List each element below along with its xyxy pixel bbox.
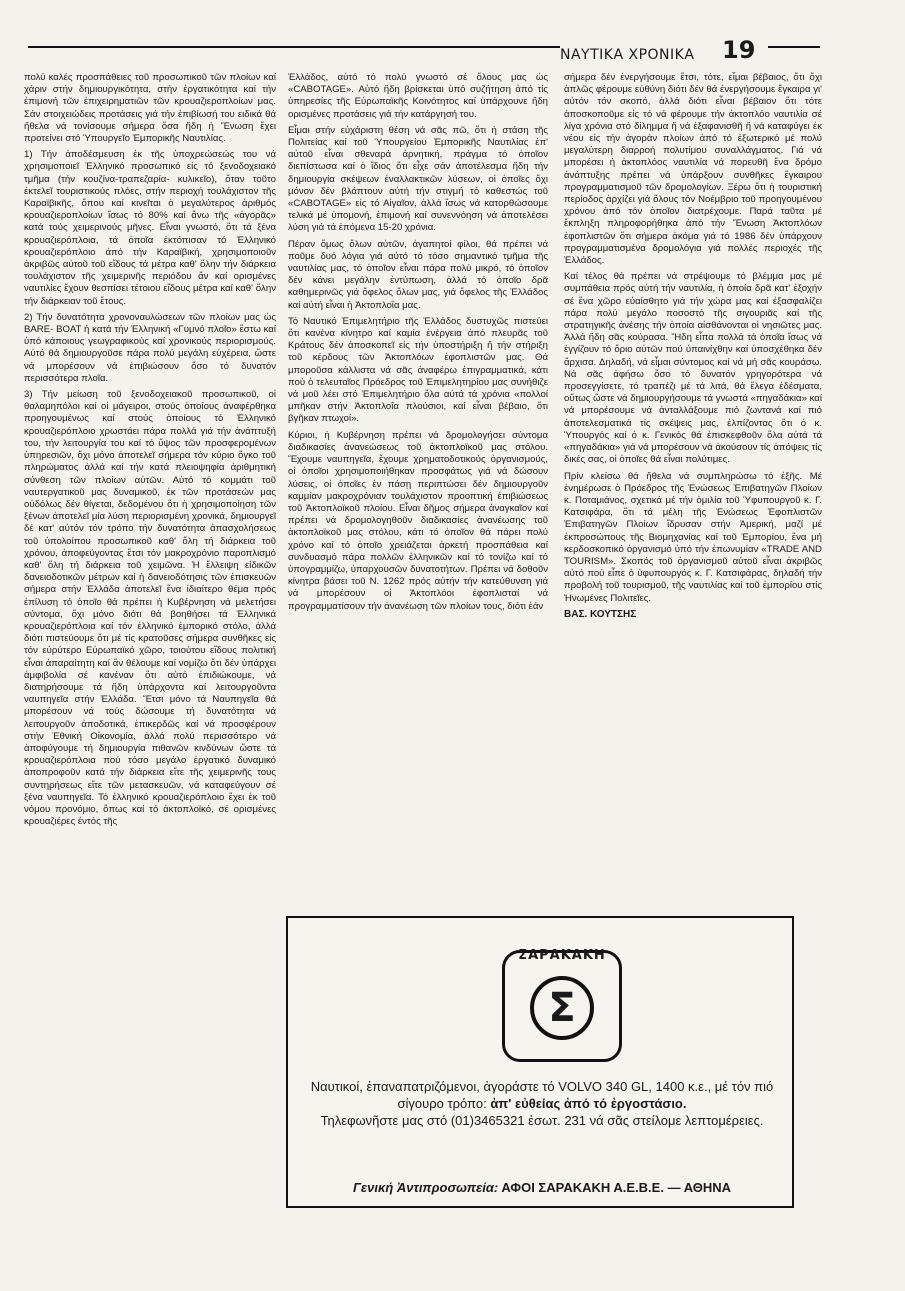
article-column-1	[24, 72, 276, 1222]
header-rule-right	[768, 46, 820, 48]
sarakakis-logo	[494, 944, 630, 1068]
sigma-emblem-icon: Σ	[530, 976, 594, 1040]
paragraph: Εἶμαι στήν εὐχάριστη θέση νά σᾶς πῶ, ὅτι ἡ στάση τῆς Πολιτείας καί τοῦ Ὑπουργείου Ἐμπορικῆς Ναυτιλίας ἐπ' αὐτοῦ εἶναι σθεναρά ἀρνητική, πράγμα τό ὁποῖον διεπίστωσα καί ὁ ἴδιος ὅτι εἶχε σάν ἀποτέλεσμα ἤδη τήν δημιουργία σκέψεων ἐναλλακτικῶν λύσεων, οἱ ὁποῖες ὄχι μόνον δέν βλάπτουν αὐτή τήν στιγμή τό καθεστώς τοῦ «CABOTAGE» εἰς τό Αἰγαῖον, ἀλλά ἴσως νά κατορθώσουμε τελικά μέ ὑπομονή, ἐπιμονή καί συνεννόηση νά ἀποτελέσει λύση γιά τά ἑπόμενα 15-20 χρόνια.	[288, 124, 548, 234]
advertisement	[286, 916, 794, 1208]
author-signature: ΒΑΣ. ΚΟΥΤΣΗΣ	[564, 608, 637, 620]
paragraph: Πρίν κλείσω θά ἤθελα νά συμπληρώσω τό ἑξῆς. Μέ ἐνημέρωσε ὁ Πρόεδρος τῆς Ἑνώσεως Ἐπιβατηγῶν Πλοίων κ. Ποταμιάνος, σχετικά μέ τήν ὁμιλία τοῦ Ὑφυπουργοῦ κ. Γ. Κατσιφάρα, ὅτι τά μέλη τῆς Ἑνώσεως Ἐφοπλιστῶν Ἐπιβατηγῶν Πλοίων ἵδρυσαν στήν Ἀμερική, μαζί μέ ἐκπροσώπους τῆς Βιομηχανίας καί τοῦ Ἐμπορίου, ἕνα μή κερδοσκοπικό ὀργανισμό ὑπό τήν ἐπωνυμίαν «TRADE AND TOURISM». Σκοπός τοῦ ὀργανισμοῦ αὐτοῦ εἶναι ἀκριβῶς αὐτό πού εἶπε ὁ ὑφυπουργός κ. Γ. Κατσιφάρας, δηλαδή τήν προβολή τοῦ τουρισμοῦ, τῆς ναυτιλίας καί τοῦ ἐμπορίου στίς Ἡνωμένες Πολιτεῖες.	[564, 470, 822, 604]
paragraph: σήμερα δέν ἐνεργήσουμε ἔτσι, τότε, εἶμαι βέβαιος, ὅτι ὄχι ἁπλῶς φέρουμε εὐθύνη διότι δέν θά ἐνεργήσουμε ἔγκαιρα γι' αὐτόν τόν σκοπό, ἀλλά διότι εἶναι βέβαιον ὅτι τότε ἀποσκοποῦμε εἰς τό νά φέρουμε τήν ἀκτοπλόο ναυτιλία σέ λίγα χρόνια στό δίλημμα ἤ νά ἐξαφανισθῆ ἤ νά καταφύγει ἐκ νέου εἰς τήν ἀγοράν πλοίων ἀπό τό ἐξωτερικό μέ πολύ μεγαλύτερη διαρροή πολυτίμου συναλλάγματος. Γιά νά μπορέσει ἡ ἀκτοπλόος ναυτιλία νά πορευθῆ ἕνα δρόμο ἀνάπτυξης πρέπει νά ὑπάρξουν συνθῆκες ἔγκαιρου προγραμματισμοῦ τῶν δρομολογίων. Ξέρω ὅτι ἡ τουριστική περίοδος ἀρχίζει γιά ὅλους τόν Νοέμβριο τοῦ προηγουμένου χρόνου ἀπό τόν ὁποῖον διατρέχουμε. Παρά ταῦτα μέ ἔκπληξη πληροφορήθηκα ἀπό τήν Ἕνωση Ἀκτοπλόων ἐφοπλιστῶν ὅτι σήμερα ἀκόμα γιά τό 1986 δέν ὑπάρχουν προγραμματισμένα δρομολόγια γιά πολλές περιοχές τῆς Ἑλλάδος.	[564, 72, 822, 267]
article-column-3	[564, 72, 822, 890]
ad-footer	[302, 1180, 782, 1195]
ad-line-2: Τηλεφωνῆστε μας στό (01)3465321 ἐσωτ. 231 νά σᾶς στείλομε λεπτομέρειες.	[320, 1113, 764, 1128]
paragraph: Πέραν ὅμως ὅλων αὐτῶν, ἀγαπητοί φίλοι, θά πρέπει νά ποῦμε δυό λόγια γιά αὐτό τό τόσο σημαντικό τμῆμα τῆς ναυτιλίας μας, τό ὁποῖον εἶναι πάρα πολύ μικρό, τό ὁποῖον δέν κάνει μεγάλην ἐντύπωση, ἀλλά τό ὁποῖο δρᾶ καθημερινῶς γιά ὄφελος ὅλων μας, γιά ὄφελος τῆς Ἑλλάδος καί αὐτή εἶναι ἡ Ἀκτοπλοΐα μας.	[288, 238, 548, 311]
ad-line-1-emphasis: ἀπ' εὐθείας ἀπό τό ἐργοστάσιο.	[490, 1096, 687, 1111]
article-column-2	[288, 72, 548, 890]
ad-footer-label: Γενική Ἀντιπροσωπεία:	[352, 1180, 499, 1195]
magazine-title: ΝΑΥΤΙΚΑ ΧΡΟΝΙΚΑ	[560, 47, 695, 63]
paragraph: 2) Τήν δυνατότητα χρονοναυλώσεων τῶν πλοίων μας ὡς BARE- BOAT ἡ κατά τήν Ἑλληνική «Γυμνό πλοῖο» ἔστω καί ὑπό κάποιους γεωγραφικούς καί χρονικούς περιορισμούς. Αὐτό θά δημιουργοῦσε πάρα πολύ μεγάλη εὐχέρεια, ὥστε νά μπορέσουν νά ἐπιβιώσουν ὅσο τό δυνατόν περισσότερα πλοῖα.	[24, 311, 276, 384]
paragraph: Κύριοι, ἡ Κυβέρνηση πρέπει νά δρομολογήσει σύντομα διαδικασίες ἀνανεώσεως τοῦ ἀκτοπλοϊκοῦ μας στόλου. Ἔχουμε ναυπηγεῖα, ἔχουμε χρηματοδοτικούς ὀργανισμούς, οἱ ὁποῖοι χρησιμοποιήθηκαν προσφάτως γιά νά δώσουν λύσεις, οἱ ὁποῖες ἐν πάσῃ περιπτώσει δέν δημιουργοῦν καμμίαν μακροχρόνιαν τουλάχιστον προοπτική ἐπιβιώσεως τοῦ Ἀκτοπλοϊκοῦ πλοίου. Εἶναι δῆμος σήμερα ἀναγκαῖον καί πρέπει νά δρομολογηθοῦν διαδικασίες ἀνανέωσης τοῦ ἀκτοπλοϊκοῦ μας στόλου, κάτι τό ὁποῖον θά πάρει πολύ χρόνο καί τό ὁποῖο χρειάζεται ἀρκετή προσπάθεια καί συνδυασμό πάρα πολλῶν ἑλληνικῶν καί τό τονίζω καί τό ὑπογραμμίζω, ὑπαρχουσῶν δυνατοτήτων. Πρέπει νά δοθοῦν κίνητρα βάσει τοῦ Ν. 1262 πρός αὐτήν τήν κατεύθυνση γιά νά μπορέσουν οἱ Ἀκτοπλόοι ἐφοπλισταί νά προγραμματίσουν τήν ἀνανέωση τῶν πλοίων τους, διότι ἐάν	[288, 429, 548, 612]
ad-body	[302, 1078, 782, 1129]
paragraph: Ἑλλάδος, αὐτό τό πολύ γνωστό σέ ὅλους μας ὡς «CABOTAGE». Αὐτό ἤδη βρίσκεται ὑπό συζήτηση ἀπό τίς ὑπηρεσίες τῆς Εὐρωπαϊκῆς Κοινότητος καί ὑπάρχουνε ἤδη ορισμένες προτάσεις γιά τήν κατάργησή του.	[288, 72, 548, 120]
header-rule-left	[28, 46, 560, 48]
paragraph: Τό Ναυτικό Ἐπιμελητήριο τῆς Ἑλλάδος δυστυχῶς πιστεύει ὅτι κανένα κίνητρο καί καμία ἐνέργεια ἀπό πλευρᾶς τοῦ Κράτους δέν ἀποσκοπεῖ εἰς τήν ὑποστήριξη ἤ τήν στήριξη τοῦ κέρδους τῶν Ἀκτοπλόων ἐφοπλιστῶν μας. Θά μποροῦσα κάλλιστα νά σᾶς ἀναφέρω ἐπιγραμματικά, κάτι πού ὁ τελευταῖος Πρόεδρος τοῦ Ἐπιμελητηρίου μας συνήθιζε νά μοῦ λέει στό Ἐπιμελητήριο ὅλα αὐτά τά χρόνια «πολλοί μπῆκαν στήν Ἀκτοπλοΐα πλούσιοι, καί εἶναι βέβαιο, ὅτι βγῆκαν πτωχοί».	[288, 315, 548, 425]
logo-name: ΣΑΡΑΚΑΚΗ	[518, 948, 606, 963]
paragraph: 1) Τήν ἀποδέσμευση ἐκ τῆς ὑποχρεώσεώς του νά χρησιμοποιεῖ Ἑλληνικό προσωπικό εἰς τό ξενοδοχειακό τμῆμα (τήν κουζίνα-τραπεζαρία- κυλικεῖο), ὅταν τοῦτο ἐκτελεῖ τουριστικούς πλόες, στήν περιοχή τουλάχιστον τῆς Καραϊβικῆς, ὅπου καί κινεῖται ὁ μεγαλύτερος ἀριθμός κρουαζιεροπλοίων ἴσως τό 80% καί ἄνω τῆς «ἀγορᾶς» κατά τούς χειμερινούς μῆνες. Εἶναι γνωστό, ὅτι τά ξένα κρουαζιερόπλοια, τά ὁποῖα ἐκτόπισαν τό Ἑλληνικό κρουαζιερόπλοιο ἀπό τήν Καραϊβική, χρησιμοποιοῦν ἀκριβῶς αὐτοῦ τοῦ εἴδους τά μέτρα καθ' ὅλην τήν διάρκεια τουλάχιστον τῆς χειμερινῆς περιόδου ἄν καί ορισμένες ναυτιλίες ἔχουν θεσπίσει τέτοιου εἴδους μέτρα καί καθ' ὅλην τήν διάρκειαν τοῦ ἔτους.	[24, 149, 276, 307]
paragraph: Καί τέλος θά πρέπει νά στρέψουμε τό βλέμμα μας μέ συμπάθεια πρός αὐτή τήν ναυτιλία, ἡ ὁποία δρᾶ κατ' ἐξοχήν σέ ἕνα χῶρο εὐαίσθητο γιά τήν χώρα μας καί ἐξασφαλίζει πάρα πολύ μεγάλο ποσοστό τῆς σιγουριᾶς καί τῆς στρατηγικῆς ἀνέσης τήν ὁποία αἰσθάνονται οἱ νησιῶτες μας. Ἀλλά ἤδη σᾶς κούρασα. Ἤδη εἶπα πολλά τά ὁποῖα ἴσως νά ἐγγίζουν τό ὅριο αὐτῶν πού ὑπαινίχθην καί ὑποσχέθηκα δέν ἄρχισα. Δηλαδή, νά εἶμαι σύντομος καί νά μή σᾶς κουράσω. Νά σᾶς ἀφήσω ὅσο τό δυνατόν γρηγορότερα νά προσεγγίσετε, τό τραπέζι μέ τά λιτά, θά ἔλεγα ἐδέσματα, οὕτως ὥστε νά δημιουργήσουμε τά γνωστά «πηγαδάκια» καί νά μπορέσουμε νά ἀνταλλάξουμε πιό ζωντανά καί πιό ἀποτελεσματικά τίς σκέψεις μας, ἐλπίζοντας ὅτι ὁ κ. Ὑπουργός καί ὁ κ. Γενικός θά ἐπισκεφθοῦν ὅλα αὐτά τά «πηγαδάκια» γιά νά μπορέσουν νά ἀκούσουν τίς ἀπόψεις τίς δικές σας, οἱ ὁποῖες θά εἶναι πολύτιμες.	[564, 271, 822, 466]
page-number: 19	[722, 36, 756, 64]
paragraph: πολύ καλές προσπάθειες τοῦ προσωπικοῦ τῶν πλοίων καί χάριν στήν δημιουργικότητα, στήν ἐργατικότητα καί τήν ἐπιμονή τῶν ἐπιχειρηματιῶν τῶν κρουαζιεροπλοίων μας. Σάν στοιχειώδεις προτάσεις γιά τήν ἐπιβίωσή του ειδικά θά ἤθελα νά τονίσουμε σήμερα ὅσα ἤδη ἡ Ἕνωση ἔχει προτείνει στό Ὑπουργεῖο Ἐμπορικῆς Ναυτιλίας.	[24, 72, 276, 145]
paragraph: 3) Τήν μείωση τοῦ ξενοδοχειακοῦ προσωπικοῦ, οἱ θαλαμηπόλοι καί οἱ μάγειροι, στούς ὁποίους ἀναφέρθηκα προηγουμένως καί στούς ὁποίους τό Ἑλληνικό κρουαζιερόπλοιο χρωστάει πάρα πολλά γιά τήν ἀνάπτυξή του, τήν λειτουργία του καί τό ὕψος τῶν προσφερομένων ὑπηρεσιῶν, ὄχι μόνο ἀποτελεῖ σήμερα τόν κύριο ὄγκο τοῦ πληρώματος ἀλλά καί τήν κατά πλειοψηφία ἀριθμητική σύνθεση τῶν πλοίων αὐτῶν. Αὐτό τό κομμάτι τοῦ ναυτεργατικοῦ μας δυναμικοῦ, ἐκ τῶν προτάσεών μας οὐδόλως δέν θίγεται, δεδομένου ὅτι ἡ χρησιμοποίηση τῶν ξένων ἀποτελεῖ μία λύση περιορισμένη χρονικά, δημιουργεῖ δέ κατ' αὐτόν τόν τρόπο τήν δυνατότητα ἀπασχολήσεως τοῦ ὑπολοίπου προσωπικοῦ καθ' ὅλη τή διάρκεια τοῦ χρόνου, ἀποφεύγοντας ἔτσι τόν μακροχρόνιο παροπλισμό καθ' ὅλη τή διάρκεια τοῦ χειμῶνα. Ἡ ἔλλειψη εἰδικῶν δανειοδοτικῶν μέτρων καί ἡ δανειοδότησις τῶν ἐπισκευῶν σήμερα στήν Ἑλλάδα ἀποτελεῖ ἕνα ἰδιαίτερο θέμα πρός ἐπίλυση τό ὁποῖο θά πρέπει ἡ Κυβέρνηση νά μελετήσει σύντομα, ὄχι μόνο διότι θά βοηθήσει τά Ἑλληνικά κρουαζιερόπλοια καί τόν ἑλληνικό ἐμπορικό στόλο, ἀλλά διότι πιστεύουμε ὅτι μέ τίς κρατοῦσες σήμερα συνθῆκες εἰς τόν εὐρύτερο Εὐρωπαϊκό χῶρο, τοιούτου εἴδους πολιτική εἶναι ἀπαραίτητη καί ἄν θέλουμε καί νομίζω ὅτι δέν ὑπάρχει ἀμφιβολία σέ κανέναν ὅτι αὐτό ἐπιδιώκουμε, νά διατηρήσουμε τά ἤδη ὑπάρχοντα καί λειτουργοῦντα ναυπηγεῖα στήν Ἑλλάδα. Ἔτσι μόνο τά Ναυπηγεῖα θά μπορέσουν νά τούς δώσουμε τή δυνατότητα νά λειτουργοῦν ἀποδοτικά, ἐπικερδῶς καί νά προσφέρουν στήν Ἐθνική Οἰκονομία, ἀλλά πολύ περισσότερο νά ἀποφύγουμε τή δημιουργία πιθανῶν κινδύνων ὥστε τά κρουαζιερόπλοια πού τόσο μεγάλο ἐργατικό δυναμικό ἀποπροφοῦν κατά τήν διάρκεια εἴτε τῆς χειμερινῆς τους συντηρήσεως εἴτε τῶν μετασκευῶν, νά καταφεύγουν σέ ξένα ναυπηγεῖα. Τό ἑλληνικό κρουαζιερόπλοιο ἔχει ἐκ τοῦ νόμου προνόμιο, ὅπως καί τό ἀκτοπλοϊκό, σέ ορισμένες κρουαζιέρες ἐντός τῆς	[24, 389, 276, 828]
ad-line-1: Ναυτικοί, ἐπαναπατριζόμενοι, ἀγοράστε τό VOLVO 340 GL, 1400 κ.ε., μέ τόν πιό σίγουρο τρόπο:	[310, 1079, 774, 1111]
ad-footer-company: ΑΦΟΙ ΣΑΡΑΚΑΚΗ Α.Ε.Β.Ε. — ΑΘΗΝΑ	[501, 1180, 732, 1195]
